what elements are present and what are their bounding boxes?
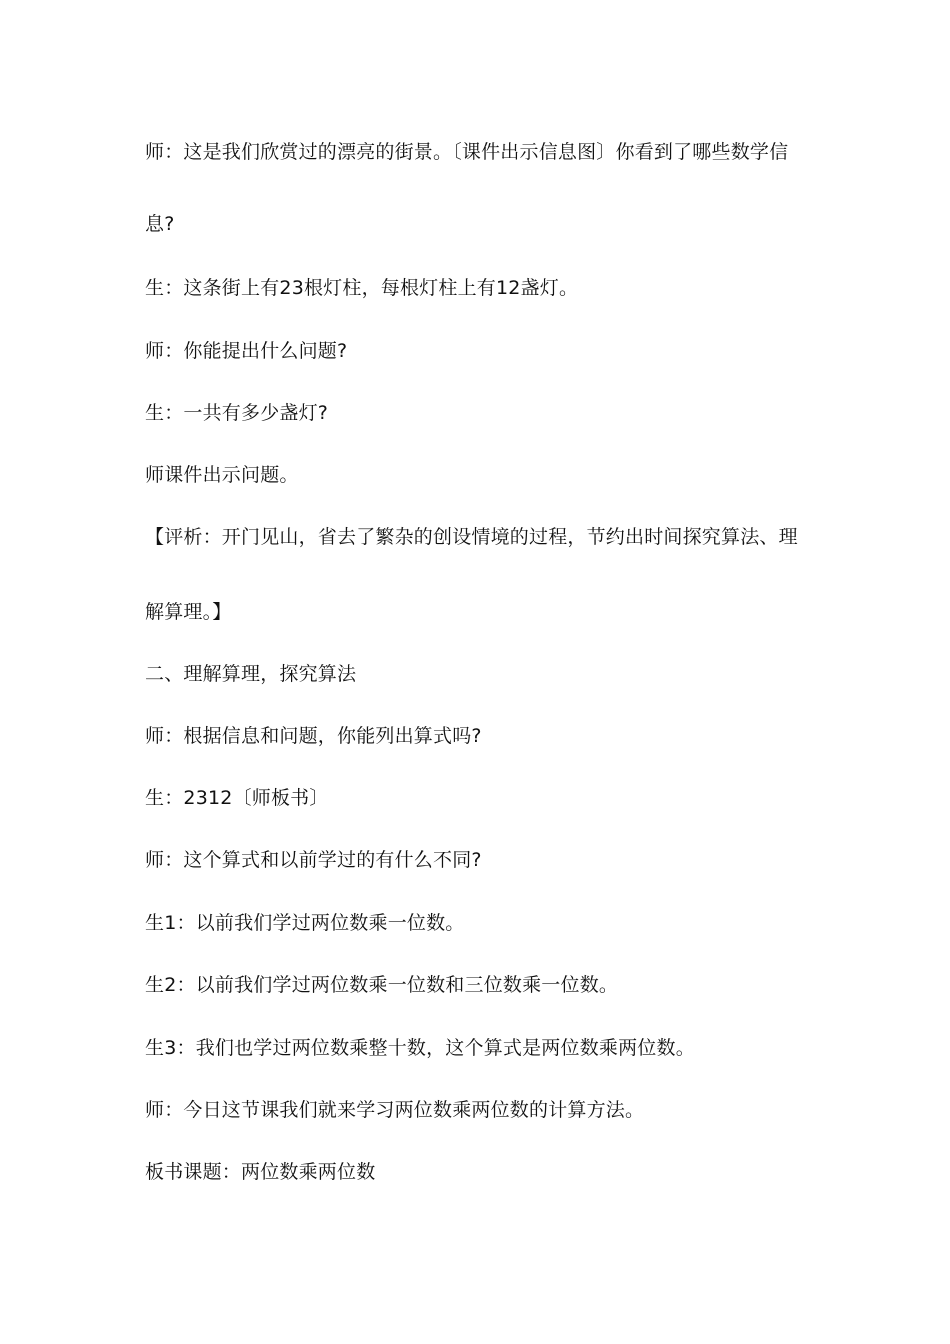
paragraph-teacher-formula: 师：根据信息和问题，你能列出算式吗? <box>145 725 482 747</box>
paragraph-teacher-street-scene: 师：这是我们欣赏过的漂亮的街景。〔课件出示信息图〕你看到了哪些数学信 <box>145 141 789 163</box>
paragraph-student-3: 生3：我们也学过两位数乘整十数，这个算式是两位数乘两位数。 <box>145 1037 695 1059</box>
paragraph-student-1: 生1：以前我们学过两位数乘一位数。 <box>145 912 465 934</box>
paragraph-commentary: 【评析：开门见山，省去了繁杂的创设情境的过程，节约出时间探究算法、理 <box>145 526 798 548</box>
paragraph-teacher-today: 师：今日这节课我们就来学习两位数乘两位数的计算方法。 <box>145 1099 645 1121</box>
paragraph-commentary-cont: 解算理。】 <box>145 601 232 623</box>
paragraph-teacher-shows-question: 师课件出示问题。 <box>145 464 299 486</box>
paragraph-student-2: 生2：以前我们学过两位数乘一位数和三位数乘一位数。 <box>145 974 619 996</box>
section-heading-2: 二、理解算理，探究算法 <box>145 663 357 685</box>
paragraph-student-question: 生：一共有多少盏灯? <box>145 402 329 424</box>
paragraph-teacher-difference: 师：这个算式和以前学过的有什么不同? <box>145 849 482 871</box>
paragraph-teacher-street-scene-cont: 息? <box>145 213 175 235</box>
paragraph-teacher-question: 师：你能提出什么问题? <box>145 340 348 362</box>
paragraph-student-lamp-info: 生：这条街上有23根灯柱，每根灯柱上有12盏灯。 <box>145 277 579 299</box>
paragraph-board-title: 板书课题：两位数乘两位数 <box>145 1161 376 1183</box>
paragraph-student-formula: 生：2312〔师板书〕 <box>145 787 329 809</box>
